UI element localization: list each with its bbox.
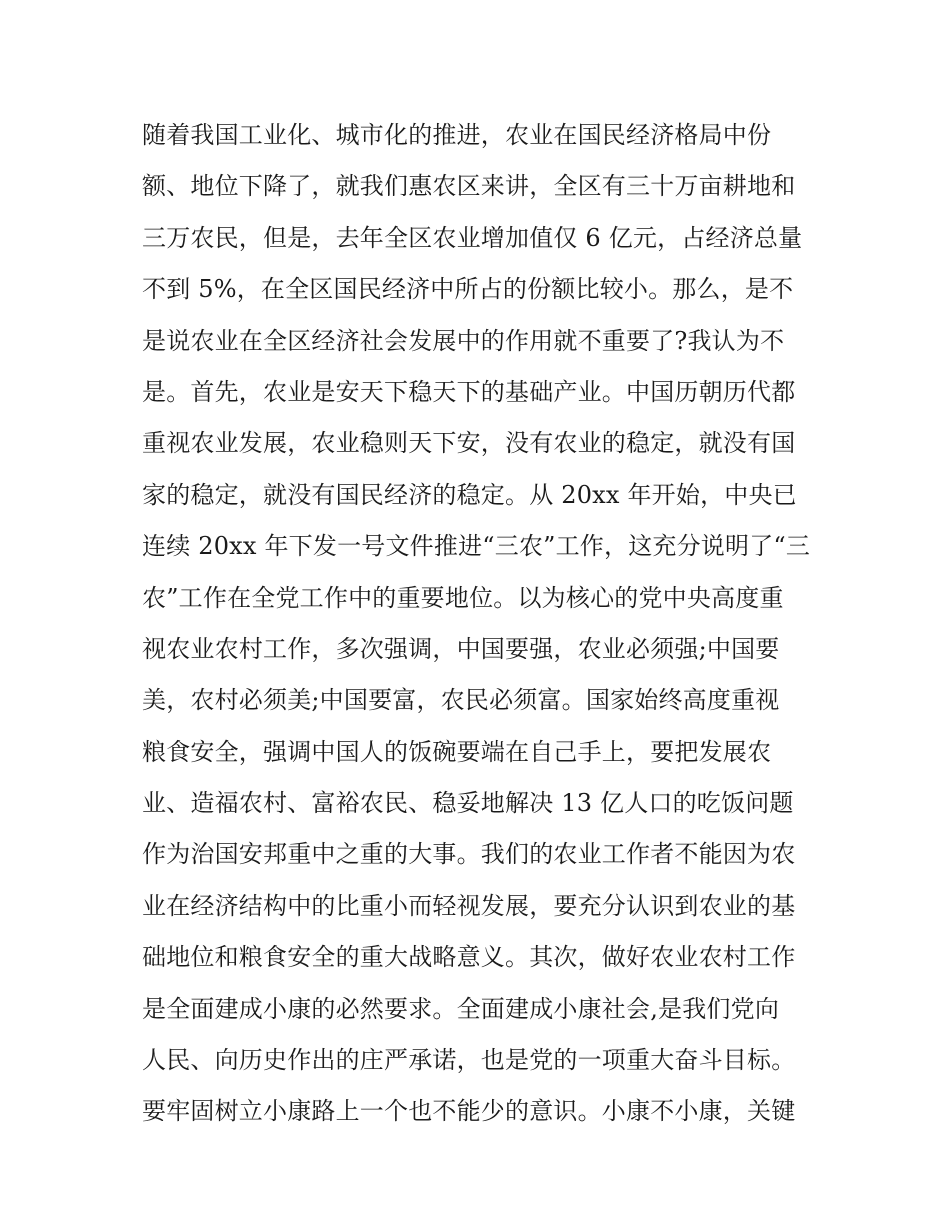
text-line: 不到 5%，在全区国民经济中所占的份额比较小。那么，是不 (142, 275, 794, 304)
text-line: 家的稳定，就没有国民经济的稳定。从 20xx 年开始，中央已 (142, 480, 797, 509)
text-line: 人民、向历史作出的庄严承诺，也是党的一项重大奋斗目标。 (142, 1046, 796, 1075)
text-line: 粮食安全，强调中国人的饭碗要端在自己手上，要把发展农 (142, 737, 772, 766)
text-line: 业在经济结构中的比重小而轻视发展，要充分认识到农业的基 (142, 891, 796, 920)
text-line: 是说农业在全区经济社会发展中的作用就不重要了?我认为不 (142, 326, 785, 355)
text-line: 随着我国工业化、城市化的推进，农业在国民经济格局中份 (142, 121, 772, 149)
text-line: 三万农民，但是，去年全区农业增加值仅 6 亿元，占经济总量 (142, 223, 803, 252)
text-line: 是。首先，农业是安天下稳天下的基础产业。中国历朝历代都 (142, 377, 796, 406)
text-line: 重视农业发展，农业稳则天下安，没有农业的稳定，就没有国 (142, 429, 796, 458)
text-line: 连续 20xx 年下发一号文件推进“三农”工作，这充分说明了“三 (142, 532, 811, 561)
text-line: 是全面建成小康的必然要求。全面建成小康社会,是我们党向 (142, 994, 780, 1023)
body-paragraph (142, 110, 822, 1138)
text-line: 业、造福农村、富裕农民、稳妥地解决 13 亿人口的吃饭问题 (142, 789, 794, 818)
text-line: 础地位和粮食安全的重大战略意义。其次，做好农业农村工作 (142, 943, 796, 972)
text-line: 农”工作在全党工作中的重要地位。以为核心的党中央高度重 (142, 583, 784, 612)
text-line: 要牢固树立小康路上一个也不能少的意识。小康不小康，关键 (142, 1097, 796, 1126)
text-line: 视农业农村工作，多次强调，中国要强，农业必须强;中国要 (142, 634, 780, 663)
text-line: 额、地位下降了，就我们惠农区来讲，全区有三十万亩耕地和 (142, 172, 796, 201)
text-line: 美，农村必须美;中国要富，农民必须富。国家始终高度重视 (142, 686, 780, 715)
text-line: 作为治国安邦重中之重的大事。我们的农业工作者不能因为农 (142, 840, 796, 869)
